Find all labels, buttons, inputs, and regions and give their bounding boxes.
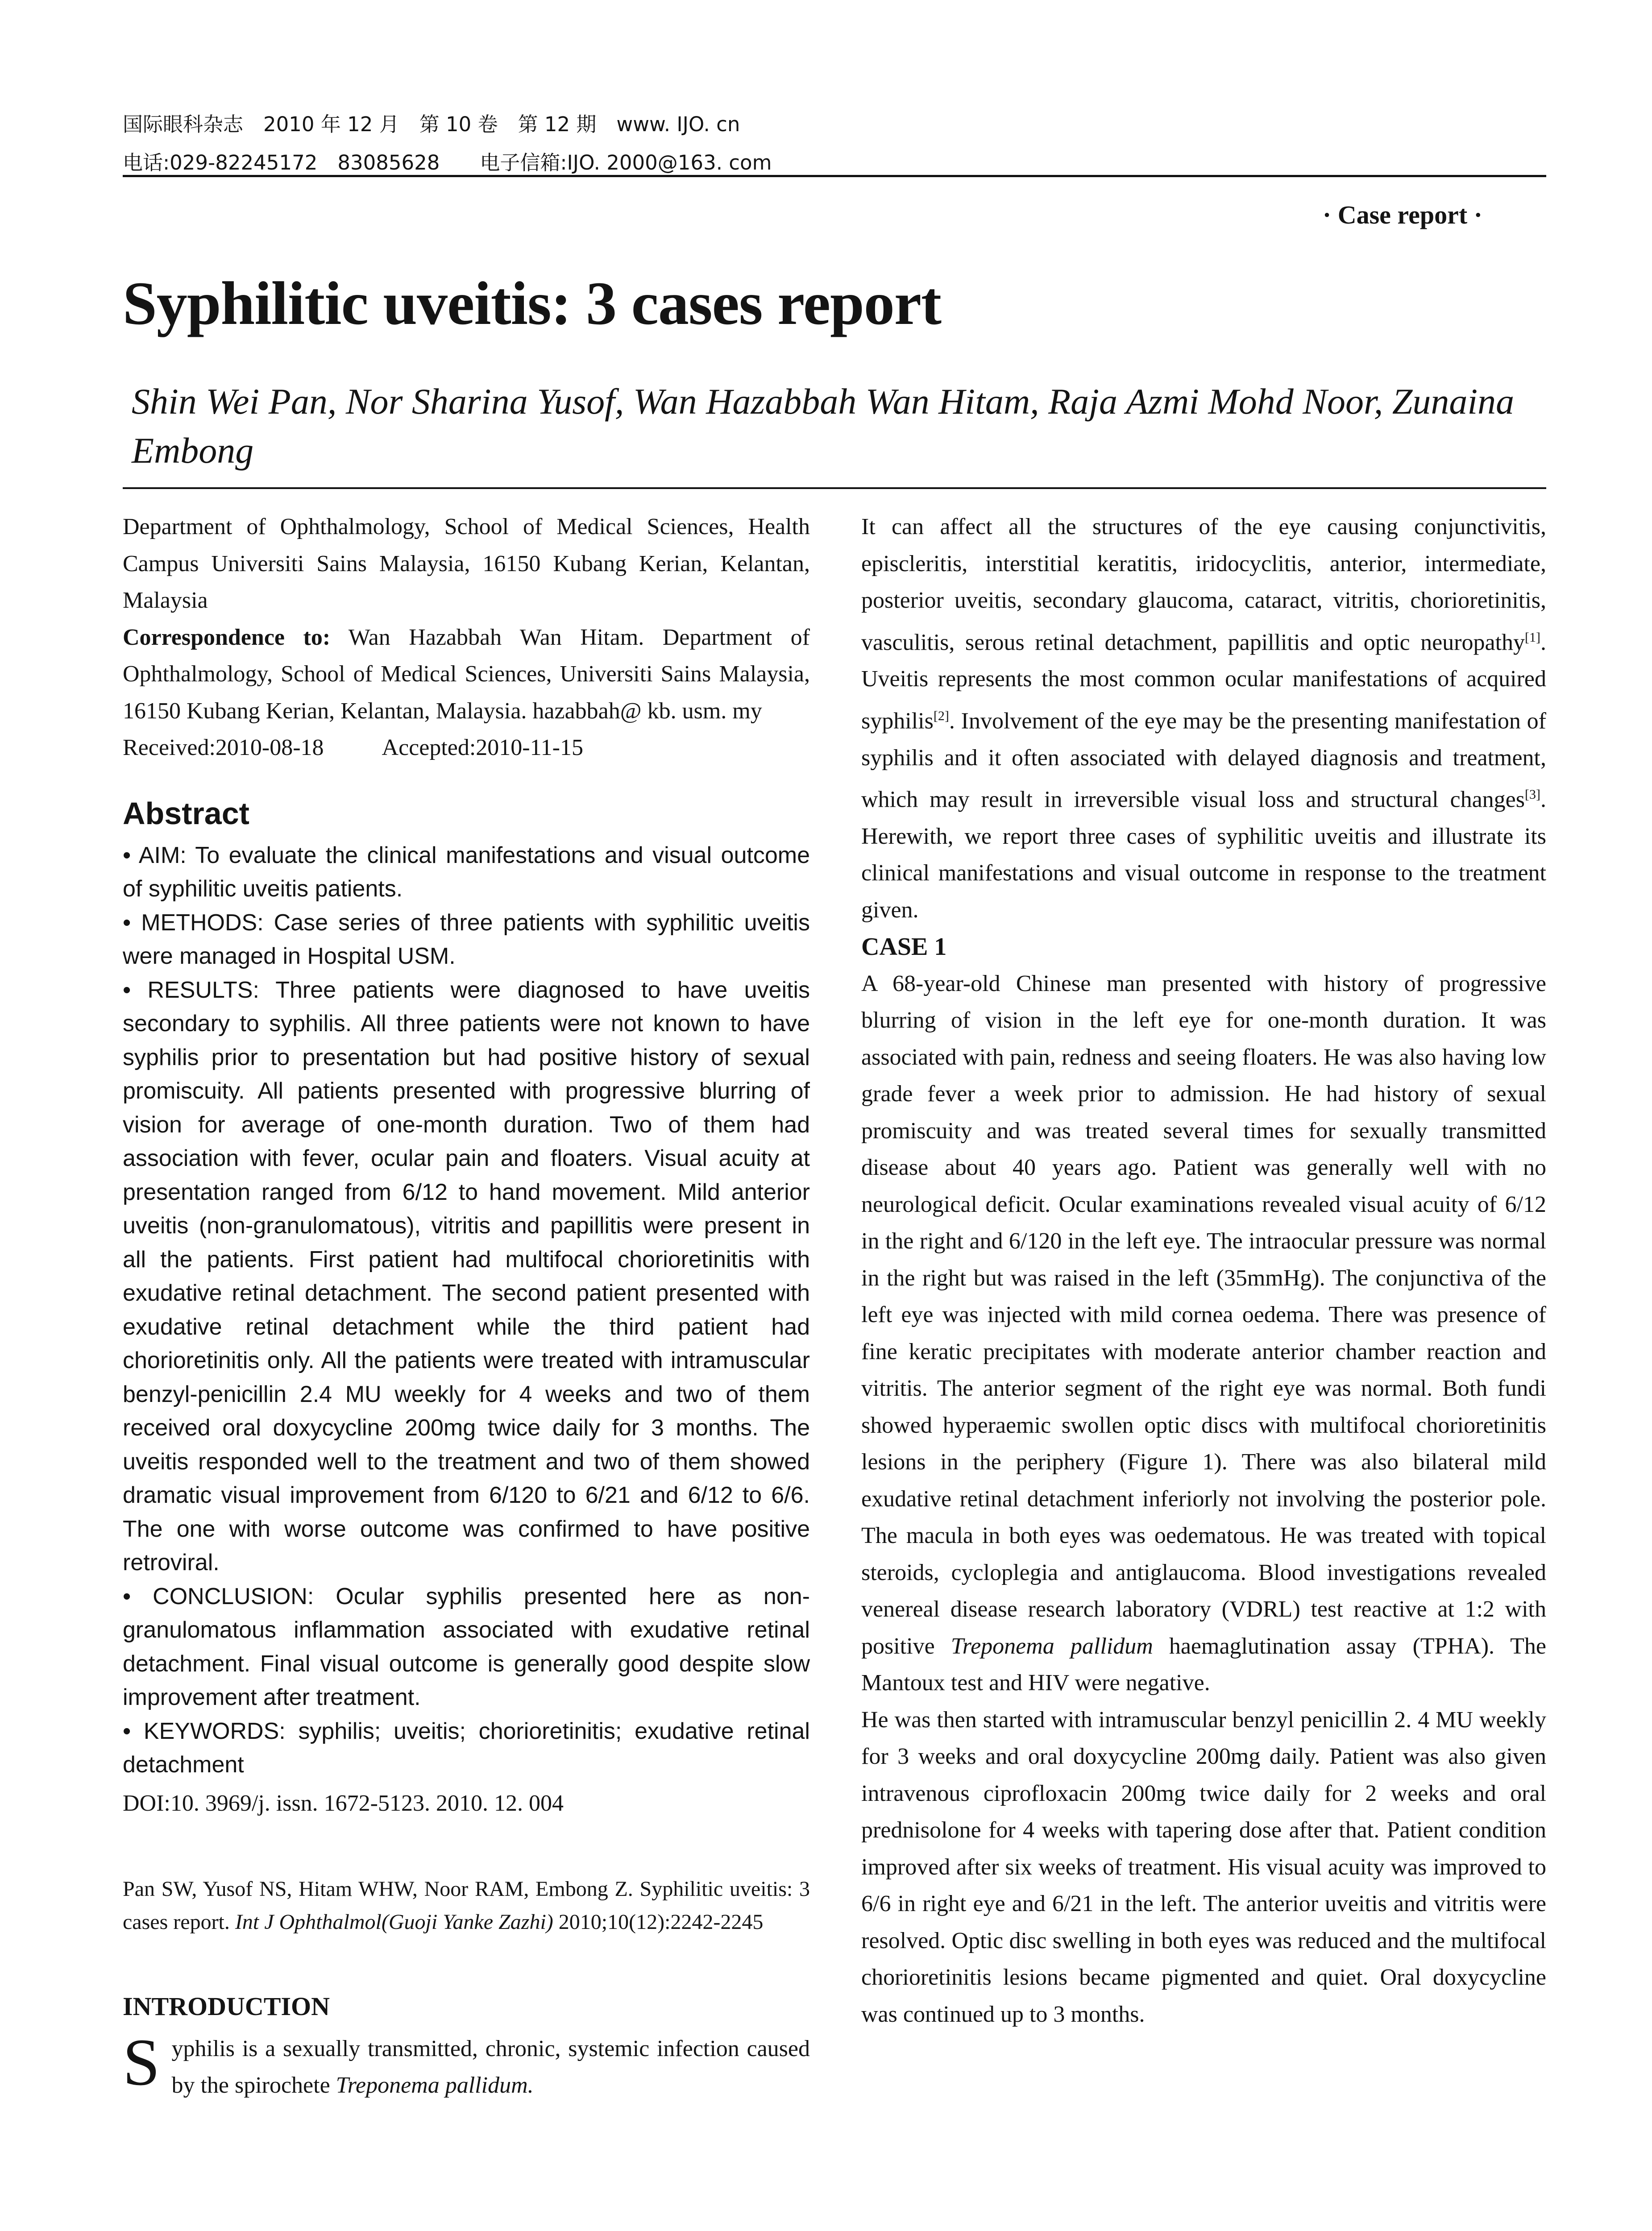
citation-journal: Int J Ophthalmol(Guoji Yanke Zazhi): [235, 1910, 553, 1934]
citation-mark-2: [2]: [933, 708, 949, 723]
citation-mark-3: [3]: [1525, 787, 1540, 802]
citation-mark-1: [1]: [1525, 630, 1540, 645]
case1-organism: Treponema pallidum: [951, 1633, 1153, 1659]
case1-text-a: A 68-year-old Chinese man presented with history of progressive blurring of vision in the left eye for one-month duration. It was associated with pain, redness and seeing floaters. He was also having low grade fever a week prior to admission. He had history of sexual promiscuity and was treated several times for sexually transmitted disease about 40 years ago. Patient was generally well with no neurological deficit. Ocular examinations revealed visual acuity of 6/12 in the right and 6/120 in the left eye. The intraocular pressure was normal in the right but was raised in the left (35mmHg). The conjunctiva of the left eye was injected with mild cornea oedema. There was presence of fine keratic precipitates with moderate anterior chamber reaction and vitritis. The anterior segment of the right eye was normal. Both fundi showed hyperaemic swollen optic discs with multifocal chorioretinitis lesions in the periphery (Figure 1). There was also bilateral mild exudative retinal detachment inferiorly not involving the posterior pole. The macula in both eyes was oedematous. He was treated with topical steroids, cycloplegia and antiglaucoma. Blood investigations revealed venereal disease research laboratory (VDRL) test reactive at 1:2 with positive: [861, 970, 1546, 1659]
introduction-heading: INTRODUCTION: [123, 1991, 330, 2021]
introduction-paragraph: [123, 2025, 810, 2104]
case1-paragraph-1: [861, 966, 1546, 1702]
case1-paragraph-2: He was then started with intramuscular benzyl penicillin 2. 4 MU weekly for 3 weeks and oral doxycycline 200mg daily. Patient was also given intravenous ciprofloxacin 200mg twice daily for 2 weeks and oral prednisolone for 4 weeks with tapering dose after that. Patient condition improved after six weeks of treatment. His visual acuity was improved to 6/6 in right eye and 6/21 in the left. The anterior uveitis and vitritis were resolved. Optic disc swelling in both eyes was reduced and the multifocal chorioretinitis lesions became pigmented and quiet. Oral doxycycline was continued up to 3 months.: [861, 1707, 1546, 2027]
intro-cont-3: . Involvement of the eye may be the presenting manifestation of syphilis and it often associated with delayed diagnosis and treatment, which may result in irreversible visual loss and structural changes: [861, 708, 1546, 813]
header-divider: [123, 175, 1546, 177]
citation: [123, 1873, 810, 1939]
article-dates: [123, 730, 810, 767]
introduction-continued: [861, 509, 1546, 929]
citation-tail: 2010;10(12):2242-2245: [553, 1910, 764, 1934]
doi: DOI:10. 3969/j. issn. 1672-5123. 2010. 12. 004: [123, 1790, 564, 1816]
introduction-organism: Treponema pallidum.: [336, 2073, 534, 2098]
abstract-methods: • METHODS: Case series of three patients with syphilitic uveitis were managed in Hospital USM.: [123, 909, 810, 969]
drop-cap: S: [123, 2025, 160, 2099]
section-label: · Case report ·: [1322, 200, 1482, 229]
abstract-keywords: • KEYWORDS: syphilis; uveitis; chorioretinitis; exudative retinal detachment: [123, 1718, 810, 1778]
received-date: Received:2010-08-18: [123, 735, 324, 760]
title-divider: [123, 487, 1546, 489]
case1-heading: CASE 1: [861, 933, 947, 961]
abstract-conclusion: • CONCLUSION: Ocular syphilis presented here as non-granulomatous inflammation associated with exudative retinal detachment. Final visual outcome is generally good despite slow improvement after treatment.: [123, 1583, 810, 1710]
article-title: Syphilitic uveitis: 3 cases report: [123, 269, 941, 337]
right-column: [861, 509, 1546, 2033]
citation-text: Pan SW, Yusof NS, Hitam WHW, Noor RAM, Embong Z. Syphilitic uveitis: 3 cases report.: [123, 1877, 810, 1934]
left-column: [123, 509, 810, 2104]
intro-cont-4: . Herewith, we report three cases of syphilitic uveitis and illustrate its clinical manifestations and visual outcome in response to the treatment given.: [861, 787, 1546, 923]
author-list: Shin Wei Pan, Nor Sharina Yusof, Wan Hazabbah Wan Hitam, Raja Azmi Mohd Noor, Zunaina Embong: [132, 381, 1515, 471]
abstract-results: • RESULTS: Three patients were diagnosed to have uveitis secondary to syphilis. All three patients were not known to have syphilis prior to presentation but had positive history of sexual promiscuity. All patients presented with progressive blurring of vision for average of one-month duration. Two of them had association with fever, ocular pain and floaters. Visual acuity at presentation ranged from 6/12 to hand movement. Mild anterior uveitis (non-granulomatous), vitritis and papillitis were present in all the patients. First patient had multifocal chorioretinitis with exudative retinal detachment. The second patient presented with exudative retinal detachment while the third patient had chorioretinitis only. All the patients were treated with intramuscular benzyl-penicillin 2.4 MU weekly for 4 weeks and two of them received oral doxycycline 200mg twice daily for 3 months. The uveitis responded well to the treatment and two of them showed dramatic visual improvement from 6/120 to 6/21 and 6/12 to 6/6. The one with worse outcome was confirmed to have positive retroviral.: [123, 977, 810, 1576]
affiliation: Department of Ophthalmology, School of Medical Sciences, Health Campus Universiti Sains Malaysia, 16150 Kubang Kerian, Kelantan, Malaysia: [123, 514, 810, 613]
correspondence: [123, 619, 810, 730]
journal-header-line-2: 电话:029-82245172 83085628 电子信箱:IJO. 2000@163. com: [123, 151, 772, 174]
intro-cont-2: . Uveitis represents the most common ocular manifestations of acquired syphilis: [861, 629, 1546, 734]
introduction-text: yphilis is a sexually transmitted, chronic, systemic infection caused by the spirochete: [171, 2036, 810, 2098]
intro-cont-1: It can affect all the structures of the eye causing conjunctivitis, episcleritis, interstitial keratitis, iridocyclitis, anterior, intermediate, posterior uveitis, secondary glaucoma, cataract, vitritis, chorioretinitis, vasculitis, serous retinal detachment, papillitis and optic neuropathy: [861, 514, 1546, 655]
accepted-date: Accepted:2010-11-15: [382, 735, 584, 760]
correspondence-text: Wan Hazabbah Wan Hitam. Department of Ophthalmology, School of Medical Sciences, Universiti Sains Malaysia, 16150 Kubang Kerian, Kelantan, Malaysia. hazabbah@ kb. usm. my: [123, 624, 810, 724]
correspondence-label: Correspondence to:: [123, 624, 331, 650]
abstract-aim: • AIM: To evaluate the clinical manifestations and visual outcome of syphilitic uveitis patients.: [123, 842, 810, 902]
abstract-heading: Abstract: [123, 796, 249, 831]
case1-text-b: haemaglutination assay (TPHA). The Mantoux test and HIV were negative.: [861, 1633, 1546, 1696]
journal-header-line-1: 国际眼科杂志 2010 年 12 月 第 10 卷 第 12 期 www. IJO. cn: [123, 112, 740, 136]
